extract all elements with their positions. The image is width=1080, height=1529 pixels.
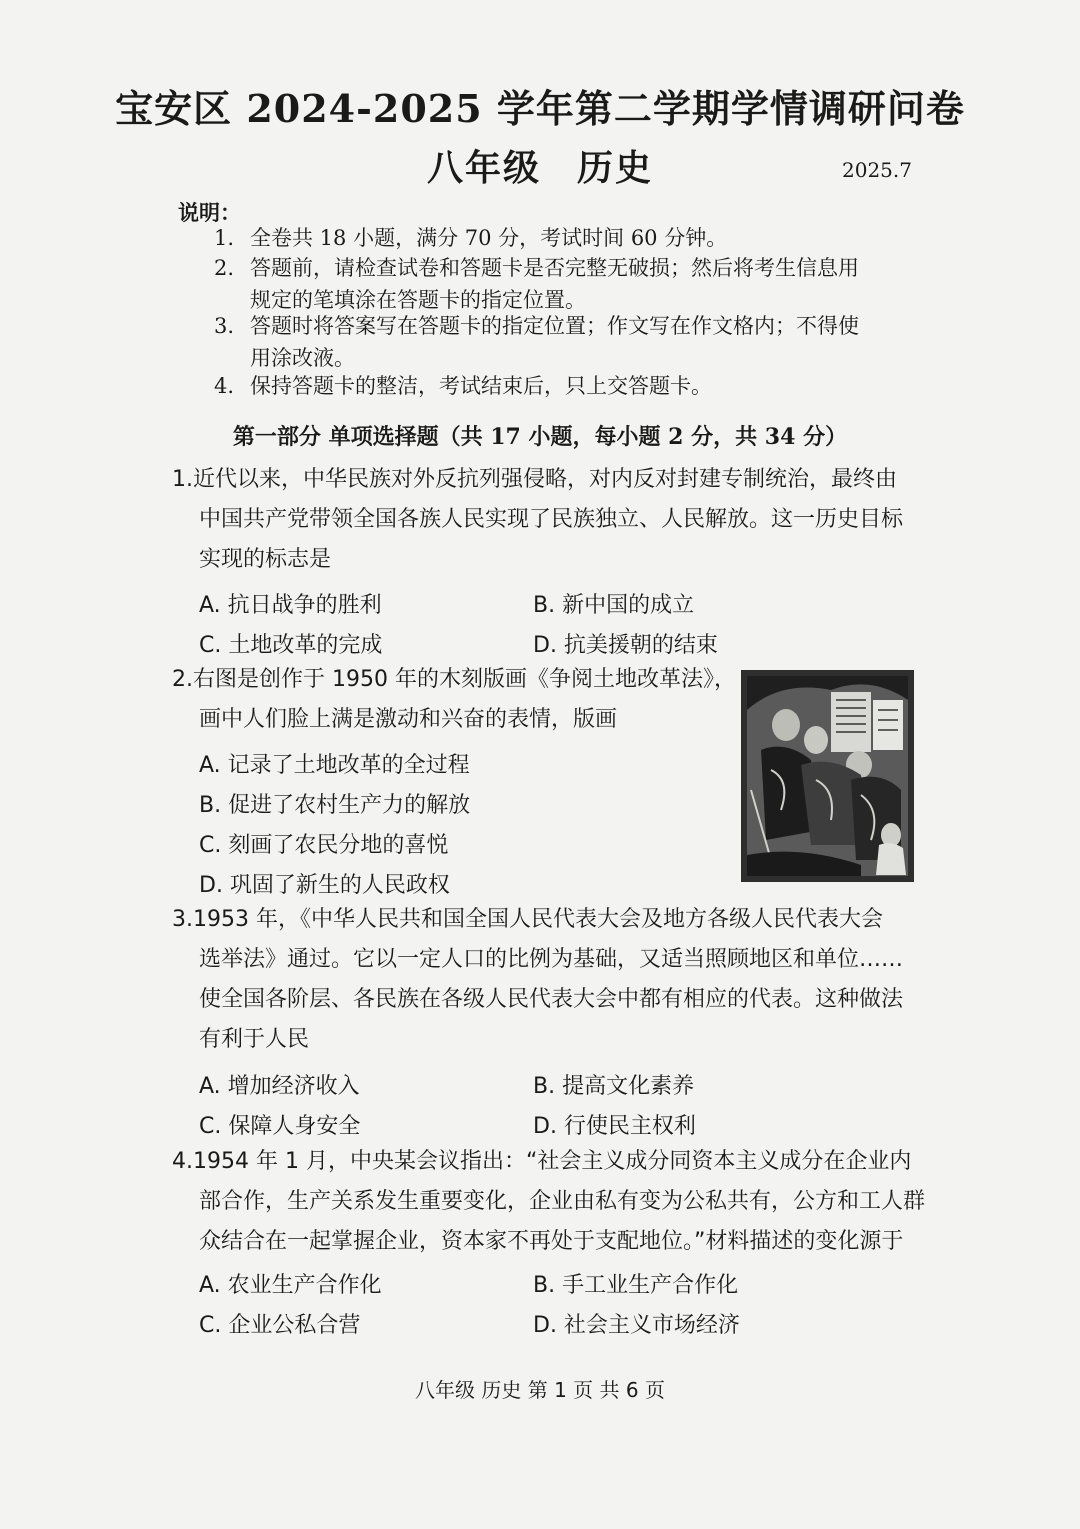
exam-date: 2025.7 <box>842 158 912 182</box>
question-4-option-b[interactable]: B. 手工业生产合作化 <box>533 1273 739 1298</box>
question-3-option-b[interactable]: B. 提高文化素养 <box>533 1074 695 1099</box>
page-footer: 八年级 历史 第 1 页 共 6 页 <box>415 1378 665 1402</box>
question-4-option-d[interactable]: D. 社会主义市场经济 <box>533 1313 740 1338</box>
question-1-stem: 1.近代以来，中华民族对外反抗列强侵略，对内反对封建专制统治，最终由 中国共产党带领全国各族人民实现了民族独立、人民解放。这一历史目标 实现的标志是 <box>172 467 904 572</box>
question-2-option-c[interactable]: C. 刻画了农民分地的喜悦 <box>199 833 449 858</box>
question-1-option-a[interactable]: A. 抗日战争的胜利 <box>199 593 382 618</box>
question-2-option-b[interactable]: B. 促进了农村生产力的解放 <box>199 793 471 818</box>
question-4-option-a[interactable]: A. 农业生产合作化 <box>199 1273 382 1298</box>
instruction-item: 2. 答题前，请检查试卷和答题卡是否完整无破损；然后将考生信息用 规定的笔填涂在答题卡的指定位置。 <box>214 256 859 312</box>
question-3-option-d[interactable]: D. 行使民主权利 <box>533 1114 696 1139</box>
exam-subtitle <box>0 140 1080 191</box>
woodcut-illustration <box>741 670 914 882</box>
question-4-stem: 4.1954 年 1 月，中央某会议指出：“社会主义成分同资本主义成分在企业内 部合作，生产关系发生重要变化，企业由私有变为公私共有，公方和工人群 众结合在一起掌握企业，资本家不再处于支配地位。”材料描述的变化源于 <box>172 1149 926 1254</box>
question-1-option-b[interactable]: B. 新中国的成立 <box>533 593 695 618</box>
instruction-item: 1. 全卷共 18 小题，满分 70 分，考试时间 60 分钟。 <box>214 226 728 250</box>
question-3-option-c[interactable]: C. 保障人身安全 <box>199 1114 361 1139</box>
instruction-item: 4. 保持答题卡的整洁，考试结束后，只上交答题卡。 <box>214 374 712 398</box>
question-2-option-d[interactable]: D. 巩固了新生的人民政权 <box>199 873 450 898</box>
question-1-option-c[interactable]: C. 土地改革的完成 <box>199 633 383 658</box>
grade-label: 八年级 <box>426 147 541 189</box>
subject-label: 历史 <box>577 147 654 189</box>
instructions-label: 说明： <box>178 200 241 225</box>
question-3-option-a[interactable]: A. 增加经济收入 <box>199 1074 360 1099</box>
woodcut-print-image <box>741 670 914 882</box>
question-3-stem: 3.1953 年，《中华人民共和国全国人民代表大会及地方各级人民代表大会 选举法》通过。它以一定人口的比例为基础，又适当照顾地区和单位…… 使全国各阶层、各民族在各级人民代表大会中都有相应的代表。这种做法 有利于人民 <box>172 907 904 1052</box>
exam-title: 宝安区 2024-2025 学年第二学期学情调研问卷 <box>115 86 965 131</box>
question-1-option-d[interactable]: D. 抗美援朝的结束 <box>533 633 718 658</box>
section-title: 第一部分 单项选择题（共 17 小题，每小题 2 分，共 34 分） <box>232 424 848 450</box>
question-4-option-c[interactable]: C. 企业公私合营 <box>199 1313 361 1338</box>
question-2-stem: 2.右图是创作于 1950 年的木刻版画《争阅土地改革法》， 画中人们脸上满是激动和兴奋的表情，版画 <box>172 667 736 732</box>
instruction-item: 3. 答题时将答案写在答题卡的指定位置；作文写在作文格内；不得使 用涂改液。 <box>214 314 859 370</box>
question-2-option-a[interactable]: A. 记录了土地改革的全过程 <box>199 753 470 778</box>
